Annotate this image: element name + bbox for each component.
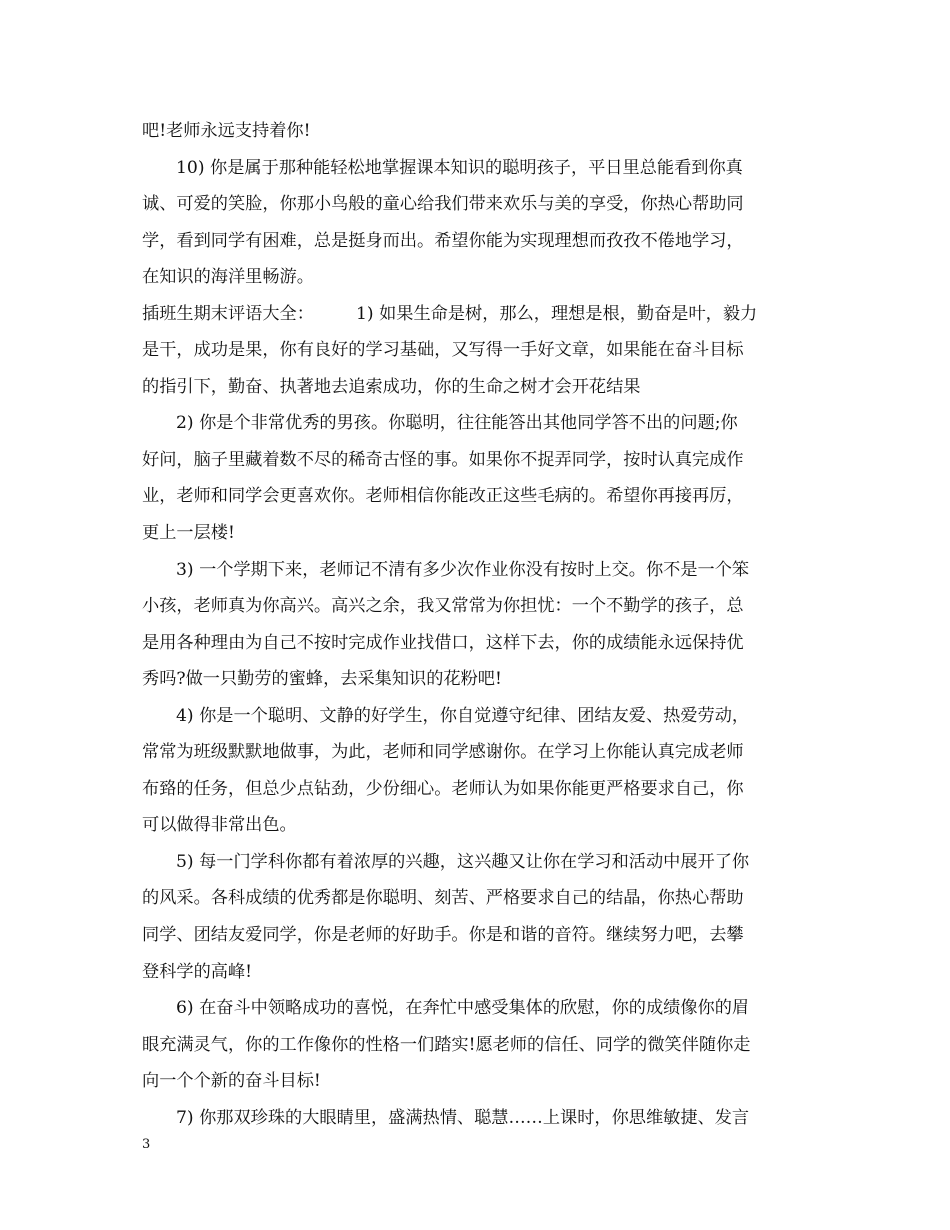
text-line: 的指引下，勤奋、执著地去追索成功，你的生命之树才会开花结果 bbox=[142, 376, 641, 397]
text-line: 布臵的任务，但总少点钻劲，少份细心。老师认为如果你能更严格要求自己，你 bbox=[142, 778, 744, 799]
text-line: 登科学的高峰! bbox=[142, 961, 253, 982]
page-number: 3 bbox=[142, 1137, 151, 1152]
document-body bbox=[142, 118, 812, 1141]
text-line: 常常为班级默默地做事，为此，老师和同学感谢你。在学习上你能认真完成老师 bbox=[142, 742, 744, 763]
comment-3-line: 3) 一个学期下来，老师记不清有多少次作业你没有按时上交。你不是一个笨 bbox=[176, 559, 750, 580]
text-line: 可以做得非常出色。 bbox=[142, 815, 297, 836]
text-line: 的风采。各科成绩的优秀都是你聪明、刻苦、严格要求自己的结晶，你热心帮助 bbox=[142, 888, 744, 909]
text-line: 吧!老师永远支持着你! bbox=[142, 121, 311, 141]
text-line: 好问，脑子里藏着数不尽的稀奇古怪的事。如果你不捉弄同学，按时认真完成作 bbox=[142, 449, 744, 470]
text-line: 秀吗?做一只勤劳的蜜蜂，去采集知识的花粉吧! bbox=[142, 669, 502, 690]
comment-2-line: 2) 你是个非常优秀的男孩。你聪明，往往能答出其他同学答不出的问题;你 bbox=[176, 413, 738, 434]
text-line: 在知识的海洋里畅游。 bbox=[142, 267, 314, 288]
text-line: 诚、可爱的笑脸，你那小鸟般的童心给我们带来欢乐与美的享受，你热心帮助同 bbox=[142, 194, 744, 215]
section-heading: 插班生期末评语大全： bbox=[142, 303, 314, 324]
text-line: 是用各种理由为自己不按时完成作业找借口，这样下去，你的成绩能永远保持优 bbox=[142, 632, 744, 653]
comment-1-first-line: 1) 如果生命是树，那么，理想是根，勤奋是叶，毅力 bbox=[356, 303, 758, 324]
text-line: 是干，成功是果，你有良好的学习基础，又写得一手好文章，如果能在奋斗目标 bbox=[142, 340, 744, 361]
section-heading-line bbox=[142, 301, 812, 338]
comment-5-line: 5) 每一门学科你都有着浓厚的兴趣，这兴趣又让你在学习和活动中展开了你 bbox=[176, 851, 750, 872]
text-line: 小孩，老师真为你高兴。高兴之余，我又常常为你担忧：一个不勤学的孩子，总 bbox=[142, 596, 744, 617]
comment-7-line: 7) 你那双珍珠的大眼睛里，盛满热情、聪慧……上课时，你思维敏捷、发言 bbox=[176, 1107, 750, 1128]
text-line: 向一个个新的奋斗目标! bbox=[142, 1071, 321, 1092]
comment-4-line: 4) 你是一个聪明、文静的好学生，你自觉遵守纪律、团结友爱、热爱劳动， bbox=[176, 705, 750, 726]
text-line: 眼充满灵气，你的工作像你的性格一们踏实!愿老师的信任、同学的微笑伴随你走 bbox=[142, 1034, 751, 1055]
text-line: 同学、团结友爱同学，你是老师的好助手。你是和谐的音符。继续努力吧，去攀 bbox=[142, 925, 744, 946]
text-line: 更上一层楼! bbox=[142, 523, 235, 544]
text-line: 业，老师和同学会更喜欢你。老师相信你能改正这些毛病的。希望你再接再厉， bbox=[142, 486, 744, 507]
comment-6-line: 6) 在奋斗中领略成功的喜悦，在奔忙中感受集体的欣慰，你的成绩像你的眉 bbox=[176, 998, 750, 1019]
comment-10-line: 10) 你是属于那种能轻松地掌握课本知识的聪明孩子，平日里总能看到你真 bbox=[176, 157, 743, 178]
text-line: 学，看到同学有困难，总是挺身而出。希望你能为实现理想而孜孜不倦地学习， bbox=[142, 230, 744, 251]
